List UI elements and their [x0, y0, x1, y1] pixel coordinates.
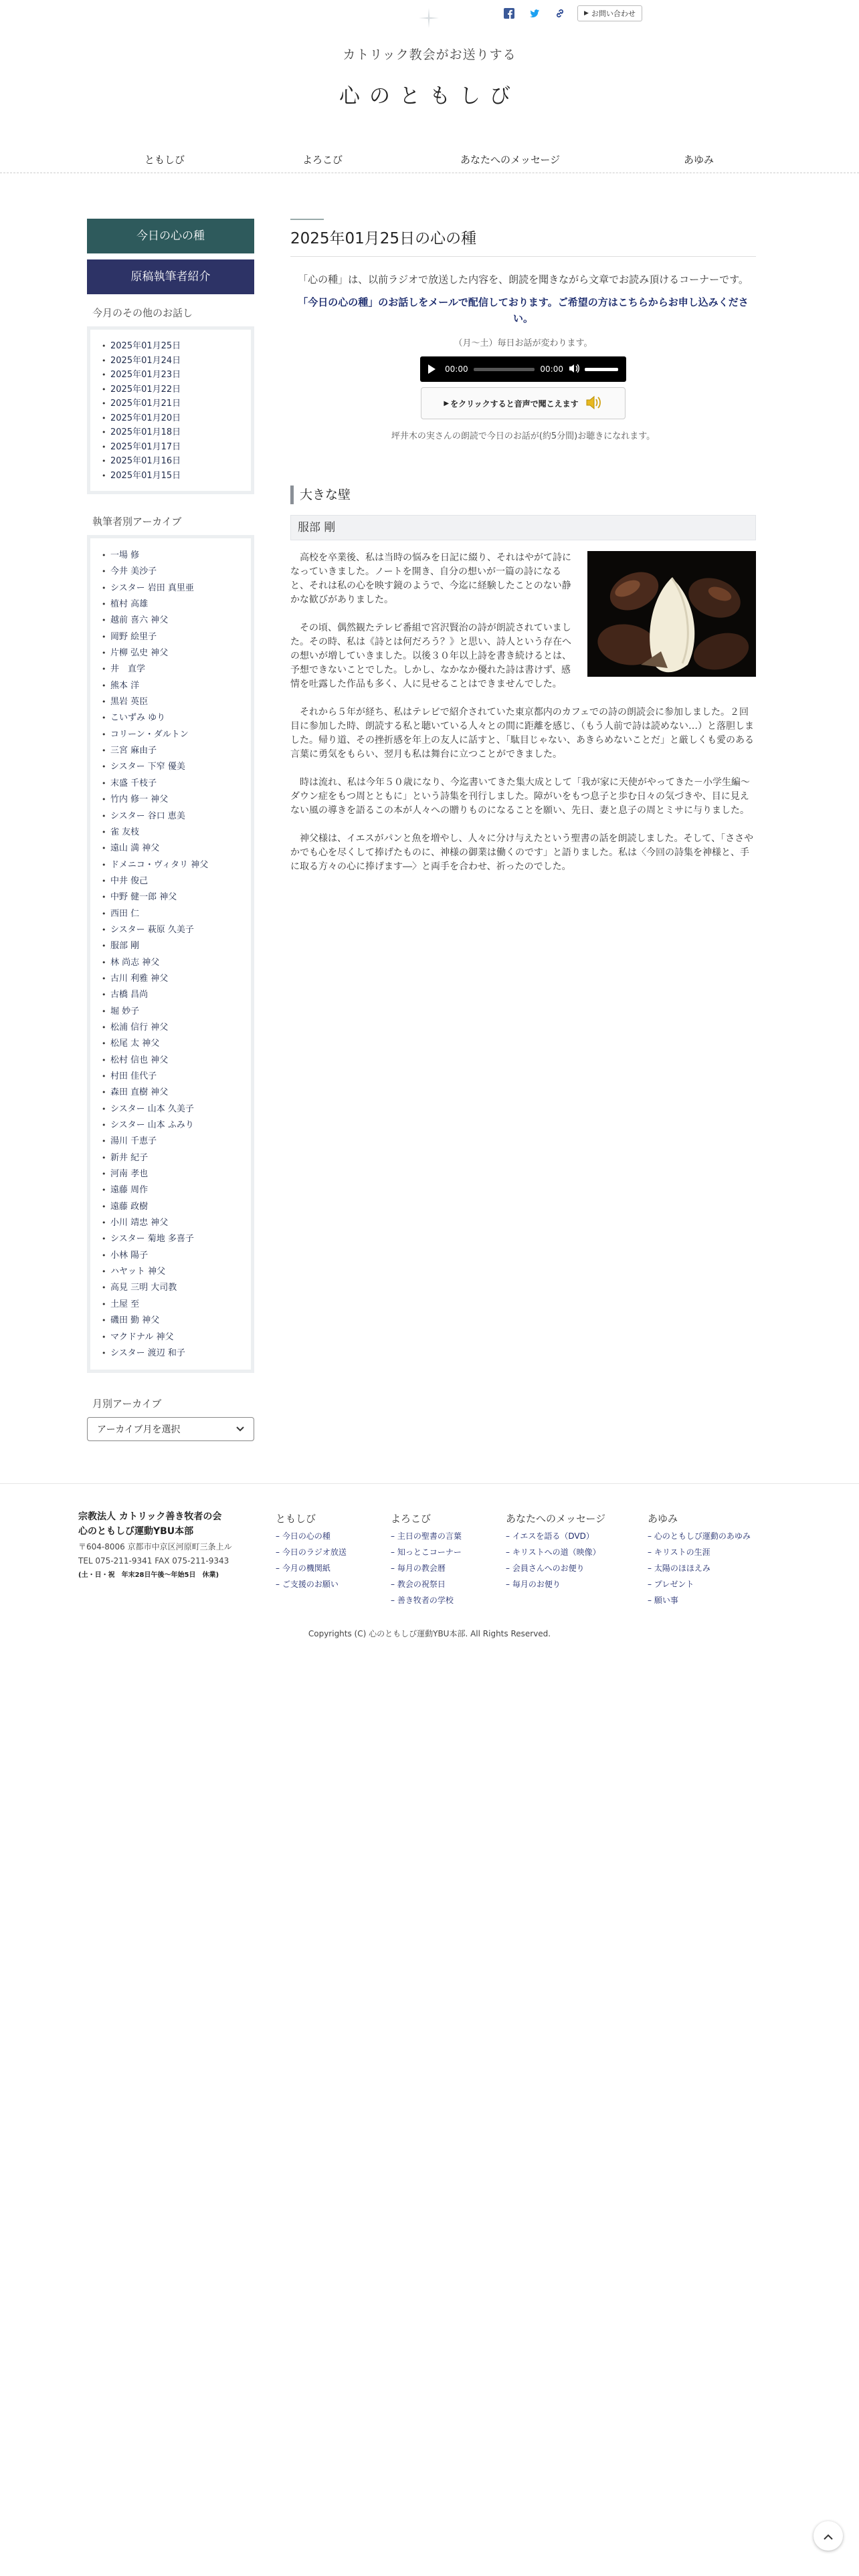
section-title: 大きな壁: [290, 486, 756, 504]
chevron-right-icon: ▶: [584, 10, 589, 17]
author-link[interactable]: • 古橋 昌尚: [101, 987, 240, 1003]
player-current-time: 00:00: [445, 364, 468, 374]
footer-link[interactable]: [391, 1560, 462, 1576]
author-link[interactable]: • 今井 美沙子: [101, 564, 240, 580]
author-link[interactable]: • シスター 山本 ふみり: [101, 1117, 240, 1134]
date-link[interactable]: • 2025年01月25日: [101, 339, 240, 354]
paragraph-5: 神父様は、イエスがパンと魚を増やし、人々に分け与えたという聖書の話を朗読しました。そして、「ささやかでも心を尽くして捧げたものに、神様の御業は働くのです」と語りました。私は〈今回の詩集を神様と、手に取る方々の心に捧げます―〉と両手を合わせ、祈ったのでした。: [290, 833, 754, 872]
author-link[interactable]: • 小川 靖忠 神父: [101, 1215, 240, 1231]
date-link[interactable]: • 2025年01月23日: [101, 368, 240, 383]
footer-link-label: 太陽のほほえみ: [654, 1564, 710, 1573]
author-link[interactable]: • 森田 直樹 神父: [101, 1085, 240, 1101]
author-link[interactable]: • 林 尚志 神父: [101, 955, 240, 971]
footer-address-block: [78, 1540, 232, 1582]
nav-item-ayumi[interactable]: あゆみ: [684, 154, 714, 166]
footer-link-dash: –: [276, 1580, 282, 1589]
author-link[interactable]: • 村田 佳代子: [101, 1069, 240, 1085]
author-link[interactable]: • 越前 喜六 神父: [101, 613, 240, 629]
month-select[interactable]: [87, 1417, 254, 1441]
date-link[interactable]: • 2025年01月18日: [101, 425, 240, 440]
authors-box: [87, 535, 254, 1373]
footer-link-dash: –: [391, 1596, 397, 1605]
footer-hours: (土・日・祝 年末28日午後〜年始5日 休業): [78, 1572, 219, 1579]
footer-link[interactable]: [506, 1560, 605, 1576]
footer-link-dash: –: [648, 1564, 654, 1573]
author-link[interactable]: • 古川 利雅 神父: [101, 971, 240, 987]
footer-link[interactable]: [391, 1544, 462, 1560]
footer-link[interactable]: [391, 1528, 462, 1544]
author-link[interactable]: • シスター 萩原 久美子: [101, 922, 240, 938]
author-link[interactable]: • 岡野 絵里子: [101, 629, 240, 645]
date-link[interactable]: • 2025年01月22日: [101, 383, 240, 397]
monthly-archive-heading: 月別アーカイブ: [92, 1398, 162, 1410]
author-link[interactable]: • 湯川 千恵子: [101, 1134, 240, 1150]
back-to-top-button[interactable]: [814, 2521, 843, 2551]
footer-link-label: キリストへの道（映像）: [512, 1547, 601, 1557]
footer-link-label: 願い事: [654, 1596, 678, 1605]
link-icon[interactable]: [555, 8, 565, 19]
speaker-icon: [585, 395, 603, 412]
main-content: [290, 219, 756, 888]
author-link[interactable]: • 井 直学: [101, 661, 240, 677]
footer-link-label: イエスを語る（DVD）: [512, 1531, 594, 1541]
footer-tel: TEL 075-211-9341 FAX 075-211-9343: [78, 1556, 229, 1566]
date-link[interactable]: • 2025年01月15日: [101, 469, 240, 484]
author-link[interactable]: • 中野 健一郎 神父: [101, 889, 240, 905]
footer-column: [648, 1511, 751, 1608]
date-link[interactable]: • 2025年01月21日: [101, 397, 240, 411]
footer-link-dash: –: [506, 1564, 512, 1573]
footer-link[interactable]: [276, 1576, 347, 1592]
author-link[interactable]: • 新井 紀子: [101, 1150, 240, 1166]
facebook-icon[interactable]: [504, 8, 514, 19]
today-seed-button[interactable]: 今日の心の種: [87, 219, 254, 253]
dates-box: [87, 326, 254, 494]
author-link[interactable]: • 片柳 弘史 神父: [101, 645, 240, 661]
footer-link[interactable]: [391, 1592, 462, 1608]
authors-list: [101, 548, 240, 1362]
footer-link[interactable]: [648, 1528, 751, 1544]
author-link[interactable]: • 土屋 至: [101, 1297, 240, 1313]
footer-column: [391, 1511, 462, 1608]
footer-link-dash: –: [391, 1547, 397, 1557]
nav-item-yorokobi[interactable]: よろこび: [302, 154, 343, 166]
mail-subscribe-link[interactable]: 「今日の心の種」のお話しをメールで配信しております。ご希望の方はこちらからお申し込みください。: [298, 296, 749, 324]
footer-org: [78, 1509, 221, 1539]
date-link[interactable]: • 2025年01月16日: [101, 454, 240, 469]
author-link[interactable]: • シスター 山本 久美子: [101, 1101, 240, 1117]
copyright: Copyrights (C) 心のともしび運動YBU本部. All Rights Reserved.: [308, 1629, 551, 1638]
author-link[interactable]: • こいずみ ゆり: [101, 710, 240, 726]
star-logo-icon: [419, 8, 439, 28]
author-link[interactable]: • シスター 菊地 多喜子: [101, 1231, 240, 1247]
author-link[interactable]: • 遠山 満 神父: [101, 841, 240, 857]
footer-link-label: 今日の心の種: [282, 1531, 330, 1541]
footer-column: [276, 1511, 347, 1592]
footer-link-label: 主日の聖書の言葉: [397, 1531, 462, 1541]
date-link[interactable]: • 2025年01月24日: [101, 354, 240, 368]
footer-link[interactable]: [506, 1528, 605, 1544]
player-total-time: 00:00: [540, 364, 563, 374]
month-select-value: アーカイブ月を選択: [97, 1424, 181, 1436]
author-name: 服部 剛: [290, 515, 756, 540]
nav-item-message[interactable]: あなたへのメッセージ: [460, 154, 561, 166]
play-icon[interactable]: [428, 364, 436, 374]
dates-list: [101, 339, 240, 483]
page-title: 2025年01月25日の心の種: [290, 230, 477, 247]
author-link[interactable]: • 植村 高雄: [101, 597, 240, 613]
footer-link[interactable]: [648, 1560, 751, 1576]
play-small-icon: ▶: [444, 399, 450, 407]
nav-item-tomoshibi[interactable]: ともしび: [145, 154, 185, 166]
author-link[interactable]: • コリーン・ダルトン: [101, 727, 240, 743]
author-link[interactable]: • 末盛 千枝子: [101, 776, 240, 792]
footer-column-heading[interactable]: あなたへのメッセージ: [506, 1513, 606, 1525]
footer-link[interactable]: [391, 1576, 462, 1592]
global-nav: [0, 150, 859, 173]
footer-link-label: 今月の機関紙: [282, 1564, 330, 1573]
footer-link[interactable]: [648, 1576, 751, 1592]
footer-column-heading[interactable]: よろこび: [391, 1513, 432, 1525]
author-link[interactable]: • 服部 剛: [101, 938, 240, 954]
author-link[interactable]: • シスター 渡辺 和子: [101, 1346, 240, 1362]
footer-address: 〒604-8006 京都市中京区河原町三条上ル: [78, 1542, 232, 1551]
author-link[interactable]: • 雀 友枝: [101, 825, 240, 841]
date-link[interactable]: • 2025年01月17日: [101, 440, 240, 455]
footer-link-dash: –: [648, 1596, 654, 1605]
audio-player: [420, 356, 626, 382]
footer-link[interactable]: [276, 1544, 347, 1560]
schedule-note: （月〜土）毎日お話が変わります。: [454, 338, 593, 348]
footer-link[interactable]: [276, 1528, 347, 1544]
author-link[interactable]: • 黒岩 英臣: [101, 694, 240, 710]
player-progress-bar[interactable]: [474, 368, 535, 371]
chevron-down-icon: [236, 1424, 244, 1434]
footer-link-dash: –: [391, 1531, 397, 1541]
author-link[interactable]: • 三宮 麻由子: [101, 743, 240, 759]
author-link[interactable]: • 松浦 信行 神父: [101, 1020, 240, 1036]
footer-link-label: 教会の祝祭日: [397, 1580, 446, 1589]
footer: [0, 1483, 859, 1650]
footer-link-dash: –: [276, 1564, 282, 1573]
footer-link[interactable]: [276, 1560, 347, 1576]
author-link[interactable]: • 一場 修: [101, 548, 240, 564]
author-link[interactable]: • シスター 下窄 優美: [101, 759, 240, 775]
author-link[interactable]: • 松村 信也 神父: [101, 1053, 240, 1069]
authors-heading: 執筆者別アーカイブ: [92, 516, 182, 528]
writers-intro-button[interactable]: 原稿執筆者紹介: [87, 259, 254, 294]
sidebar: [87, 219, 254, 1441]
footer-org-line1: 宗教法人 カトリック善き牧者の会: [78, 1511, 222, 1522]
footer-link-dash: –: [506, 1580, 512, 1589]
footer-link[interactable]: [648, 1544, 751, 1560]
reader-note: 坪井木の実さんの朗読で今日のお話が(約5分間)お聴きになれます。: [391, 431, 656, 441]
footer-link[interactable]: [506, 1544, 605, 1560]
author-link[interactable]: • マクドナル 神父: [101, 1329, 240, 1346]
article-photo: [587, 551, 756, 677]
contact-label: お問い合わせ: [591, 9, 636, 18]
footer-link-dash: –: [648, 1547, 654, 1557]
site-title[interactable]: 心のともしび: [339, 84, 520, 108]
chevron-up-icon: [824, 2530, 833, 2543]
footer-link-label: キリストの生涯: [654, 1547, 710, 1557]
listen-audio-button[interactable]: [421, 387, 626, 419]
footer-link-dash: –: [391, 1580, 397, 1589]
footer-link-dash: –: [276, 1547, 282, 1557]
author-link[interactable]: • シスター 谷口 恵美: [101, 809, 240, 825]
volume-icon[interactable]: [569, 364, 579, 375]
author-link[interactable]: • 熊本 洋: [101, 678, 240, 694]
footer-column-heading[interactable]: あゆみ: [648, 1513, 678, 1525]
footer-column: [506, 1511, 605, 1592]
date-link[interactable]: • 2025年01月20日: [101, 411, 240, 426]
paragraph-3: それから５年が経ち、私はテレビで紹介されていた東京都内のカフェでの詩の朗読会に参加しました。２回目に参加した時、朗読する私と聴いている人々との間に距離を感じ、（もう人前で詩は読めない…）と落胆しました。帰り道、その挫折感を年上の友人に話すと、「駄目じゃない、あきらめないことだ」と厳しくも愛のある言葉に勇気をもらい、翌月も私は舞台に立つことができました。: [290, 707, 754, 760]
footer-link-label: ご支援のお願い: [282, 1580, 339, 1589]
footer-link-label: 善き牧者の学校: [397, 1596, 454, 1605]
intro-text: 「心の種」は、以前ラジオで放送した内容を、朗読を聞きながら文章でお読み頂けるコーナーです。: [298, 274, 749, 286]
title-divider: [290, 256, 756, 257]
footer-link[interactable]: [506, 1576, 605, 1592]
author-link[interactable]: • シスター 岩田 真里亜: [101, 580, 240, 597]
footer-link-dash: –: [648, 1580, 654, 1589]
footer-link-label: 会員さんへのお便り: [512, 1564, 585, 1573]
footer-link-label: 毎月の教会暦: [397, 1564, 446, 1573]
author-link[interactable]: • 河南 孝也: [101, 1166, 240, 1182]
paragraph-2: その頃、偶然観たテレビ番組で宮沢賢治の詩が朗読されていました。その時、私は《詩とは何だろう？》と思い、詩人という存在への想いが増していきました。以後３０年以上詩を書き続けるとは、予想できないことでした。しかし、なかなか優れた詩は書けず、感情を吐露した作品も多く、人に見せることはできませんでした。: [290, 623, 571, 689]
author-link[interactable]: • 遠藤 政樹: [101, 1199, 240, 1215]
author-link[interactable]: • 松尾 太 神父: [101, 1036, 240, 1052]
twitter-icon[interactable]: [529, 8, 540, 19]
author-link[interactable]: • 中井 俊己: [101, 873, 240, 889]
title-accent-line: [290, 219, 324, 220]
footer-link-dash: –: [506, 1531, 512, 1541]
footer-link-label: 知っとこコーナー: [397, 1547, 462, 1557]
author-link[interactable]: • 小林 陽子: [101, 1248, 240, 1264]
author-link[interactable]: • 高見 三明 大司教: [101, 1280, 240, 1296]
site-subtitle: カトリック教会がお送りする: [343, 47, 516, 62]
footer-link-dash: –: [391, 1564, 397, 1573]
article-body: [290, 551, 756, 874]
footer-link-dash: –: [506, 1547, 512, 1557]
volume-slider[interactable]: [585, 368, 618, 371]
listen-button-label: をクリックすると音声で聞こえます: [450, 399, 579, 409]
author-link[interactable]: • 磯田 勤 神父: [101, 1313, 240, 1329]
author-link[interactable]: • 西田 仁: [101, 906, 240, 922]
author-link[interactable]: • 堀 妙子: [101, 1004, 240, 1020]
paragraph-4: 時は流れ、私は今年５０歳になり、今迄書いてきた集大成として「我が家に天使がやってきた－小学生編～ダウン症をもつ周とともに」という詩集を刊行しました。障がいをもつ息子と歩む日々の気づきや、目に見えない風の導きを語るこの本が人々への贈りものになることを願い、先日、妻と息子の周とミサに与りました。: [290, 777, 750, 816]
author-link[interactable]: • ハヤット 神父: [101, 1264, 240, 1280]
footer-link-label: 心のともしび運動のあゆみ: [654, 1531, 751, 1541]
footer-link-dash: –: [276, 1531, 282, 1541]
paragraph-1: 高校を卒業後、私は当時の悩みを日記に綴り、それはやがて詩になっていきました。ノートを開き、自分の想いが一篇の詩になると、それは私の心を映す鏡のようで、今迄に経験したことのない静かな歓びがありました。: [290, 552, 571, 605]
footer-link-label: 毎月のお便り: [512, 1580, 561, 1589]
author-link[interactable]: • 遠藤 周作: [101, 1182, 240, 1198]
footer-link[interactable]: [648, 1592, 751, 1608]
other-talks-heading: 今月のその他のお話し: [92, 307, 193, 319]
footer-column-heading[interactable]: ともしび: [276, 1513, 316, 1525]
footer-org-line2: 心のともしび運動YBU本部: [78, 1526, 194, 1537]
author-link[interactable]: • ドメニコ・ヴィタリ 神父: [101, 857, 240, 873]
footer-link-dash: –: [648, 1531, 654, 1541]
footer-link-label: 今日のラジオ放送: [282, 1547, 347, 1557]
contact-button[interactable]: [577, 5, 642, 21]
footer-link-label: プレゼント: [654, 1580, 694, 1589]
header-icons: [504, 5, 642, 21]
author-link[interactable]: • 竹内 修一 神父: [101, 792, 240, 808]
